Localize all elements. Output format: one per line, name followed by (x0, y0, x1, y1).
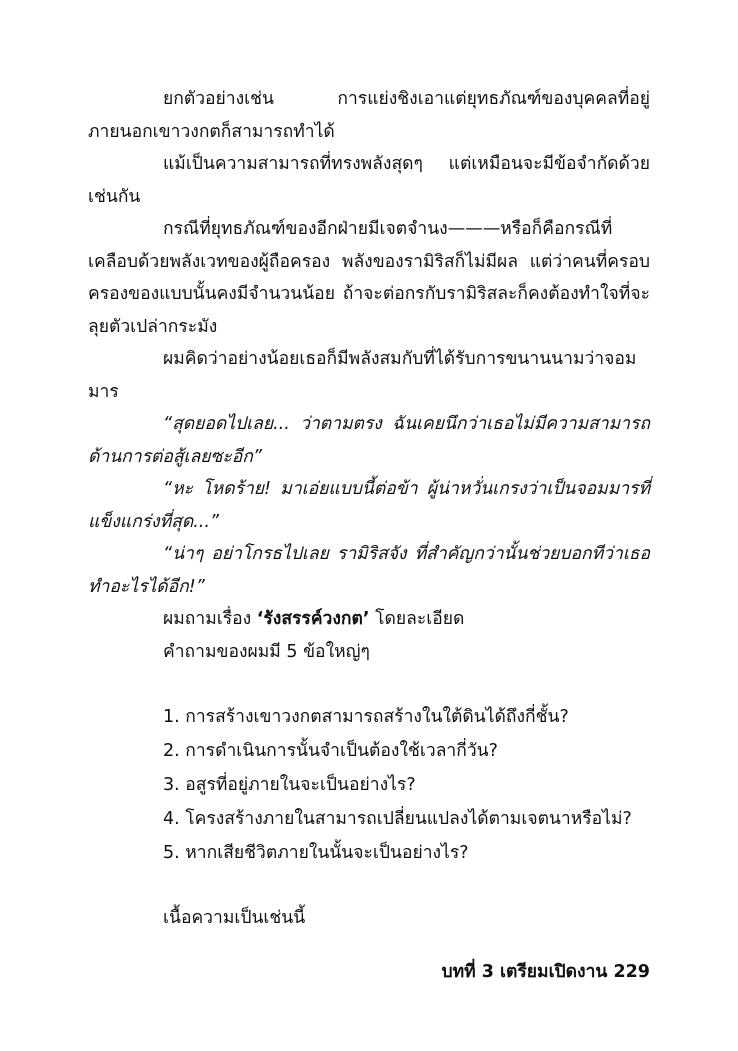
paragraph-1: ยกตัวอย่างเช่น การแย่งชิงเอาแต่ยุทธภัณฑ์ของบุคคลที่อยู่ภายนอกเขาวงกตก็สามารถทำได้ (88, 89, 650, 142)
list-item: 5. หากเสียชีวิตภายในนั้นจะเป็นอย่างไร? (163, 843, 469, 863)
paragraph-5 (88, 603, 650, 636)
question-list (88, 700, 650, 870)
paragraph-7: เนื้อความเป็นเช่นนี้ (163, 908, 306, 928)
paragraph-2: แม้เป็นความสามารถที่ทรงพลังสุดๆ แต่เหมือนจะมีข้อจำกัดด้วยเช่นกัน (88, 154, 650, 207)
dialogue-3: “น่าๆ อย่าโกรธไปเลย รามิริสจัง ที่สำคัญกว่านั้นช่วยบอกทีว่าเธอทำอะไรได้อีก!” (88, 544, 650, 597)
list-item: 3. อสูรที่อยู่ภายในจะเป็นอย่างไร? (163, 775, 416, 795)
page-body (88, 83, 650, 935)
paragraph-4: ผมคิดว่าอย่างน้อยเธอก็มีพลังสมกับที่ได้รับการขนานนามว่าจอมมาร (88, 349, 637, 402)
page-footer: บทที่ 3 เตรียมเปิดงาน 229 (441, 962, 650, 982)
spacer (88, 870, 650, 902)
list-item: 2. การดำเนินการนั้นจำเป็นต้องใช้เวลากี่วัน? (163, 741, 498, 761)
dialogue-2: “หะ โหดร้าย! มาเอ่ยแบบนี้ต่อข้า ผู้น่าหวั่นเกรงว่าเป็นจอมมารที่แข็งแกร่งที่สุด...” (88, 479, 650, 532)
paragraph-5-before: ผมถามเรื่อง (163, 609, 257, 629)
list-item: 4. โครงสร้างภายในสามารถเปลี่ยนแปลงได้ตามเจตนาหรือไม่? (163, 809, 632, 829)
paragraph-3: กรณีที่ยุทธภัณฑ์ของอีกฝ่ายมีเจตจำนง———หรือก็คือกรณีที่เคลือบด้วยพลังเวทของผู้ถือครอง พลังของรามิริสก็ไม่มีผล แต่ว่าคนที่ครอบครองของแบบนั้นคงมีจำนวนน้อย ถ้าจะต่อกรกับรามิริสละก็คงต้องทำใจที่จะลุยตัวเปล่ากระมัง (88, 219, 650, 337)
paragraph-6: คำถามของผมมี 5 ข้อใหญ่ๆ (163, 641, 370, 662)
skill-name: ‘รังสรรค์วงกต’ (256, 609, 370, 629)
list-item: 1. การสร้างเขาวงกตสามารถสร้างในใต้ดินได้ถึงกี่ชั้น? (163, 707, 569, 727)
spacer (88, 668, 650, 700)
paragraph-5-after: โดยละเอียด (369, 609, 465, 629)
dialogue-1: “สุดยอดไปเลย... ว่าตามตรง ฉันเคยนึกว่าเธอไม่มีความสามารถด้านการต่อสู้เลยซะอีก” (88, 414, 650, 467)
